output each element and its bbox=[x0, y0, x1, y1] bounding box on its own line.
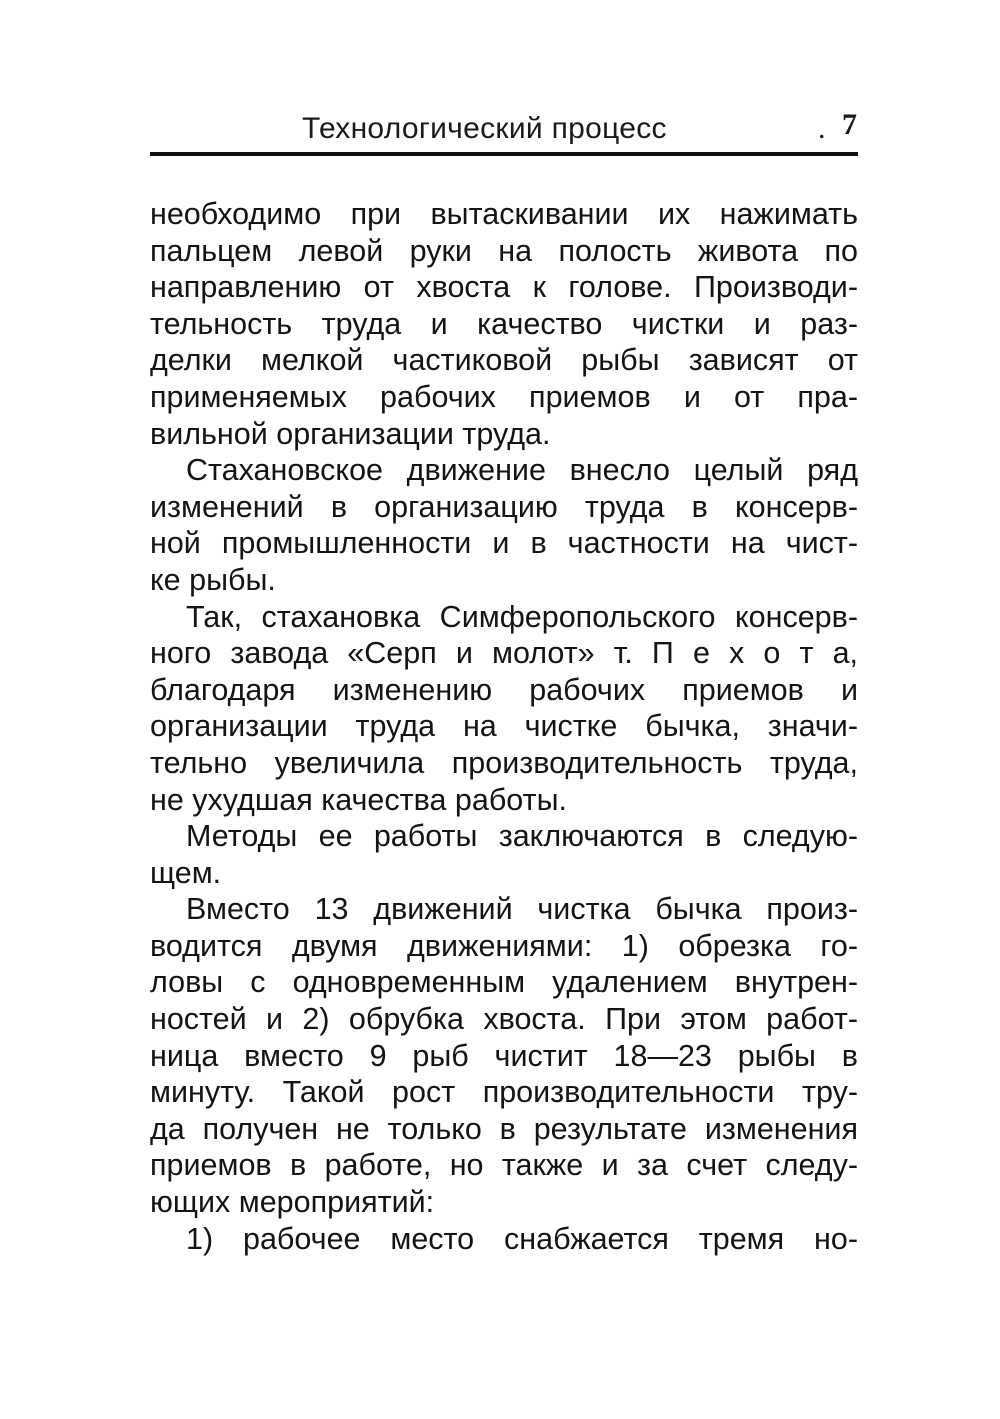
running-title: Технологический процесс bbox=[302, 112, 667, 145]
text-line: водится двумя движениями: 1) обрезка го- bbox=[150, 928, 858, 963]
text-line: ного завода «Серп и молот» т. П е х о т а, bbox=[150, 636, 858, 671]
page-number: 7 bbox=[842, 108, 857, 141]
text-line: тельно увеличила производительность труда, bbox=[150, 745, 858, 780]
text-line: да получен не только в результате изменения bbox=[150, 1111, 858, 1146]
text-line: ке рыбы. bbox=[150, 562, 276, 597]
text-line: Методы ее работы заключаются в следую- bbox=[186, 819, 858, 854]
text-line: необходимо при вытаскивании их нажимать bbox=[150, 197, 858, 231]
header-dot: . bbox=[818, 112, 826, 145]
text-line: ющих мероприятий: bbox=[150, 1185, 435, 1220]
text-line: организации труда на чистке бычка, значи- bbox=[150, 709, 858, 744]
text-line: изменений в организацию труда в консерв- bbox=[150, 489, 858, 524]
text-line: применяемых рабочих приемов и от пра- bbox=[150, 379, 858, 414]
text-line: Стахановское движение внесло целый ряд bbox=[186, 453, 858, 488]
text-line: ловы с одновременным удалением внутрен- bbox=[150, 965, 858, 1000]
text-line: минуту. Такой рост производительности тру- bbox=[150, 1075, 858, 1110]
text-line: Вместо 13 движений чистка бычка произ- bbox=[186, 892, 858, 927]
text-line: 1) рабочее место снабжается тремя но- bbox=[186, 1221, 858, 1256]
header-rule bbox=[150, 152, 858, 156]
text-line: пальцем левой руки на полость живота по bbox=[150, 233, 858, 268]
text-line: ностей и 2) обрубка хвоста. При этом работ- bbox=[150, 1002, 858, 1037]
text-line: щем. bbox=[150, 855, 222, 890]
text-line: ница вместо 9 рыб чистит 18—23 рыбы в bbox=[150, 1038, 858, 1073]
text-line: ной промышленности и в частности на чист- bbox=[150, 526, 858, 561]
text-line: тельность труда и качество чистки и раз- bbox=[150, 306, 858, 341]
text-line: вильной организации труда. bbox=[150, 416, 551, 451]
text-line: направлению от хвоста к голове. Производи- bbox=[150, 270, 858, 305]
text-line: делки мелкой частиковой рыбы зависят от bbox=[150, 343, 858, 378]
body-text bbox=[150, 196, 858, 1257]
text-line: приемов в работе, но также и за счет следу- bbox=[150, 1148, 858, 1183]
text-line: Так, стахановка Симферопольского консерв- bbox=[186, 599, 858, 634]
text-line: благодаря изменению рабочих приемов и bbox=[150, 672, 858, 707]
page-header bbox=[0, 108, 1000, 156]
text-line: не ухудшая качества работы. bbox=[150, 782, 567, 817]
